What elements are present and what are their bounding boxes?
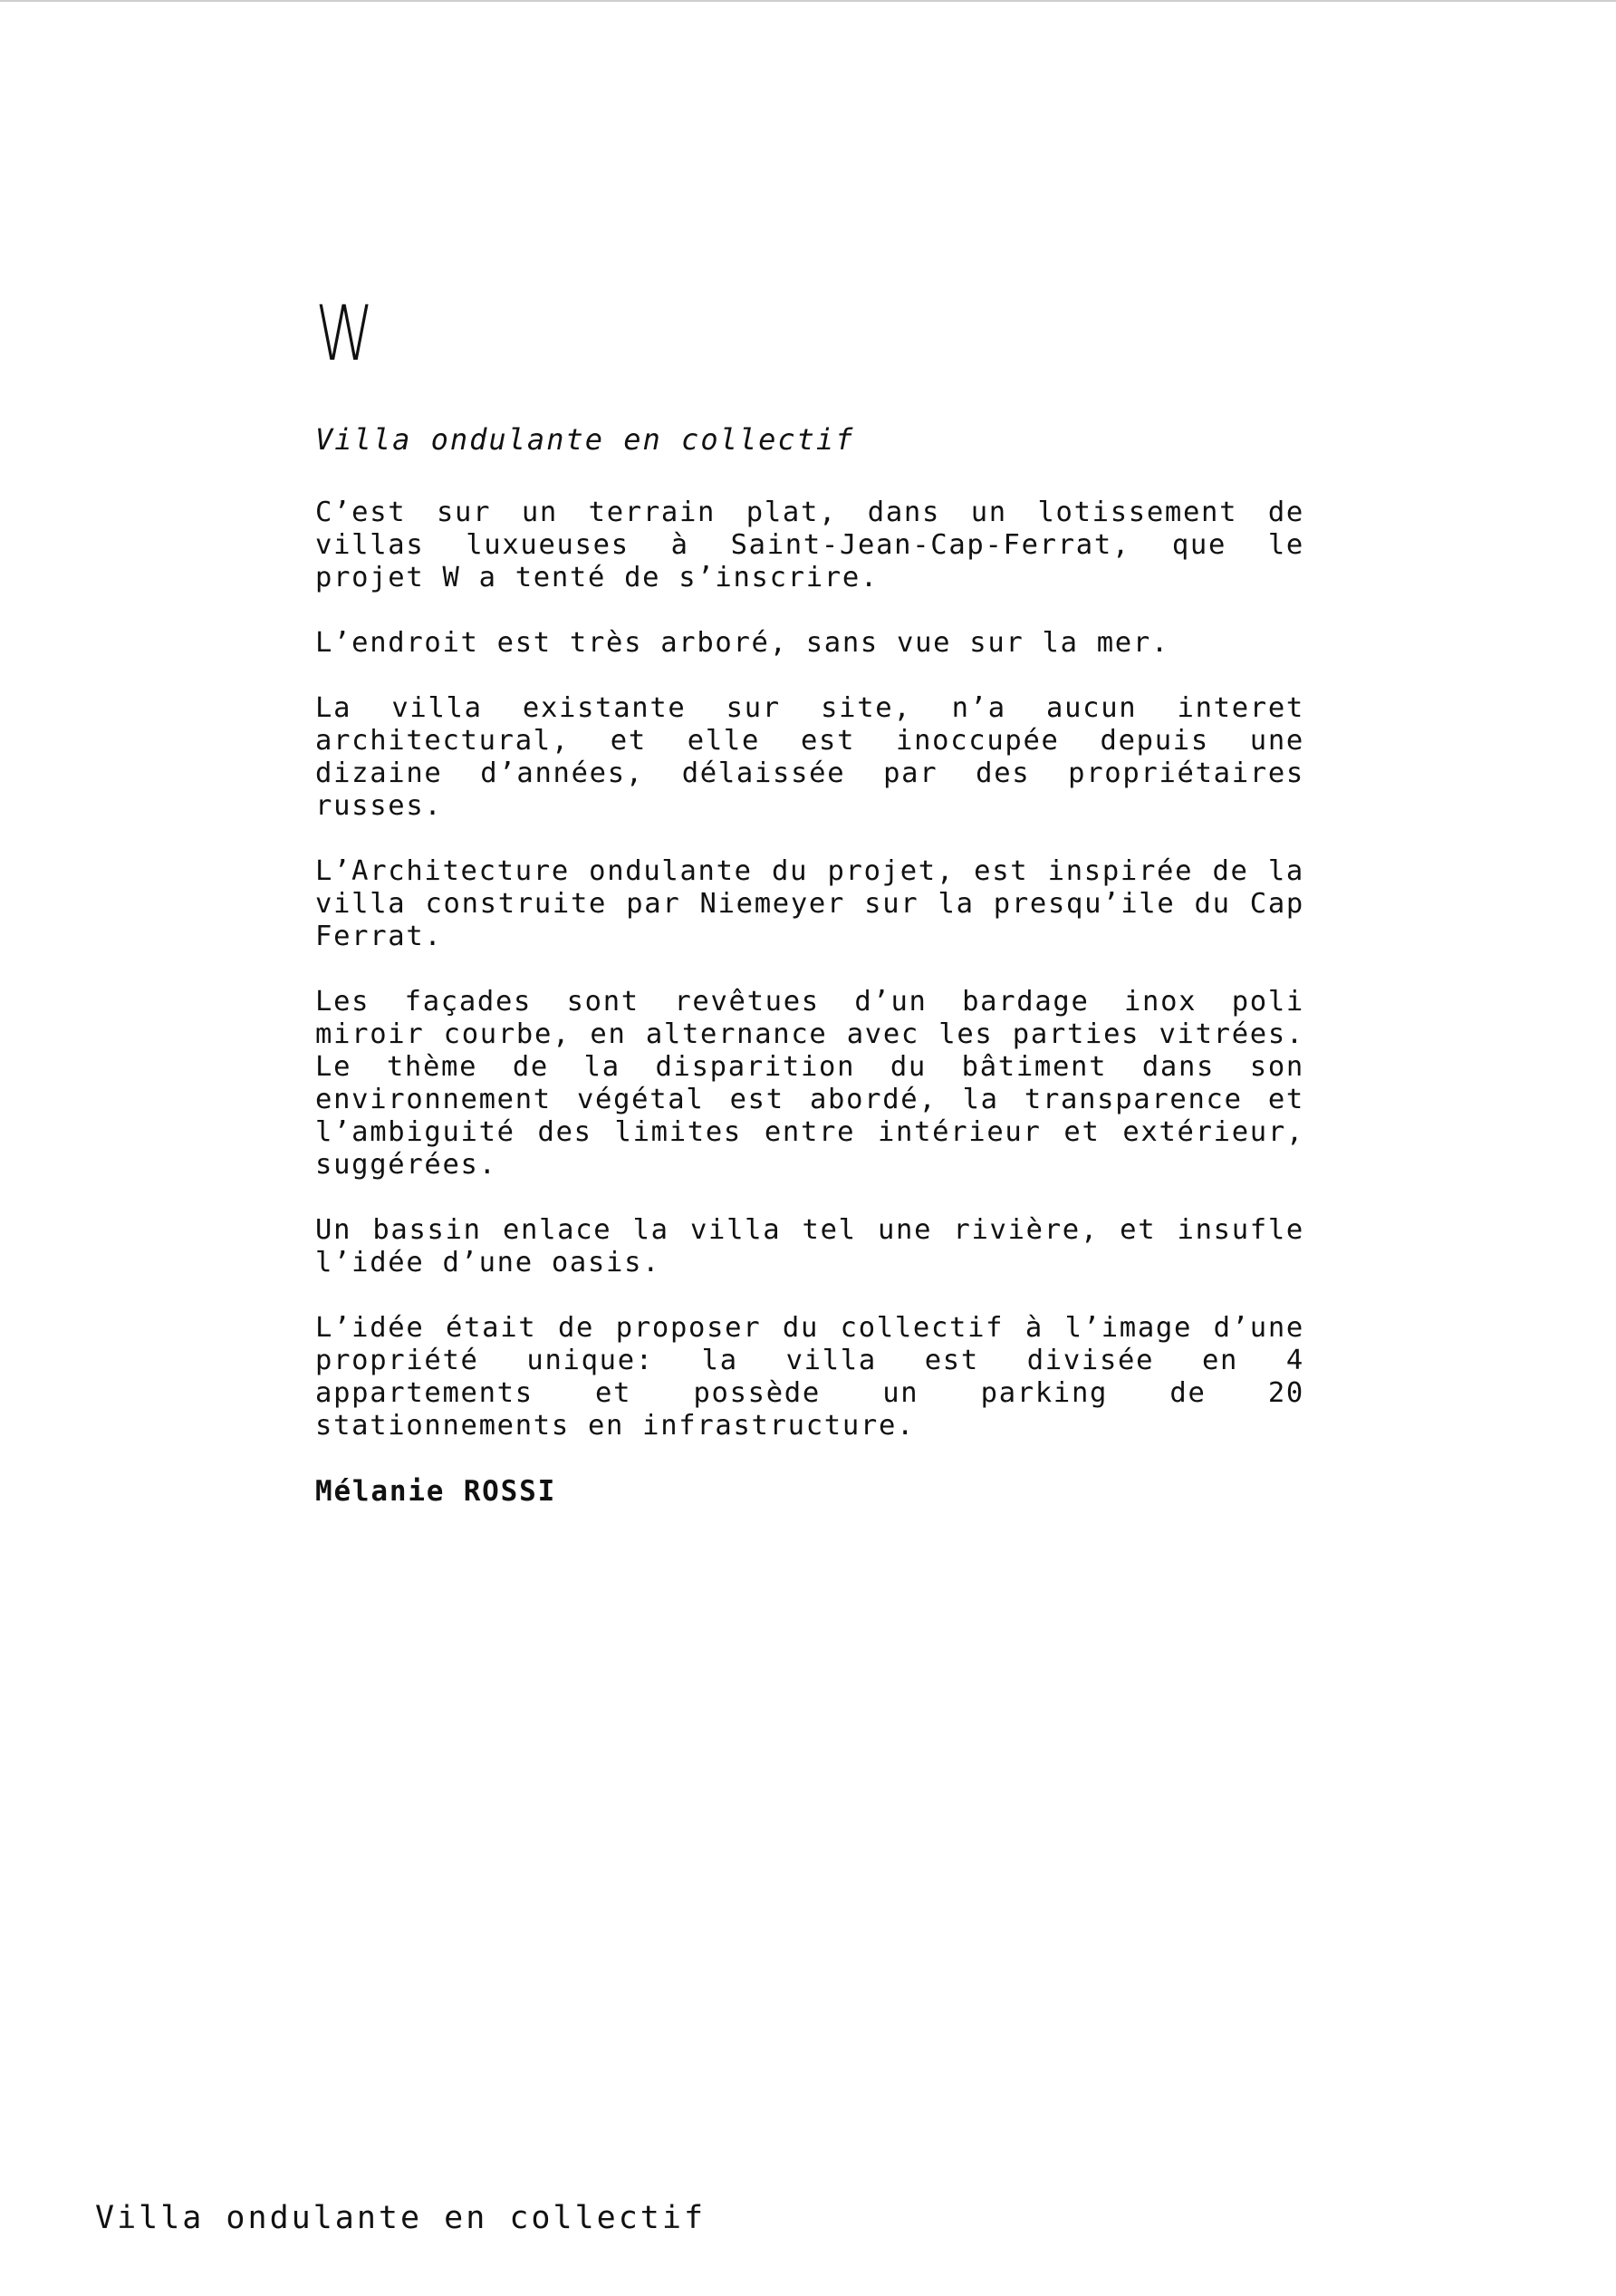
paragraph-surroundings: L’endroit est très arboré, sans vue sur la mer. — [315, 627, 1169, 660]
paragraph-existing-villa: La villa existante sur site, n’a aucun interet architectural, et elle est inoccupée depuis une dizaine d’années, délaissée par des propriétaires russes. — [315, 692, 1304, 823]
page-footer-title: Villa ondulante en collectif — [95, 2200, 707, 2236]
paragraph-site: C’est sur un terrain plat, dans un lotissement de villas luxueuses à Saint-Jean-Cap-Ferrat, que le projet W a tenté de s’inscrire. — [315, 497, 1304, 594]
document-body — [315, 289, 1304, 1509]
top-border-line — [0, 0, 1616, 2]
paragraph-pool: Un bassin enlace la villa tel une rivière, et insufle l’idée d’une oasis. — [315, 1214, 1304, 1279]
document-title: W — [315, 289, 373, 378]
paragraph-program: L’idée était de proposer du collectif à l’image d’une propriété unique: la villa est divisée en 4 appartements et possède un parking de 20 stationnements en infrastructure. — [315, 1312, 1304, 1442]
document-subtitle: Villa ondulante en collectif — [315, 422, 855, 457]
paragraph-facades: Les façades sont revêtues d’un bardage inox poli miroir courbe, en alternance avec les parties vitrées. Le thème de la disparition du bâtiment dans son environnement végétal est abordé, la transparence et l’ambiguité des limites entre intérieur et extérieur, suggérées. — [315, 986, 1304, 1182]
paragraph-architecture: L’Architecture ondulante du projet, est inspirée de la villa construite par Niemeyer sur la presqu’ile du Cap Ferrat. — [315, 855, 1304, 953]
author-signature: Mélanie ROSSI — [315, 1475, 557, 1509]
